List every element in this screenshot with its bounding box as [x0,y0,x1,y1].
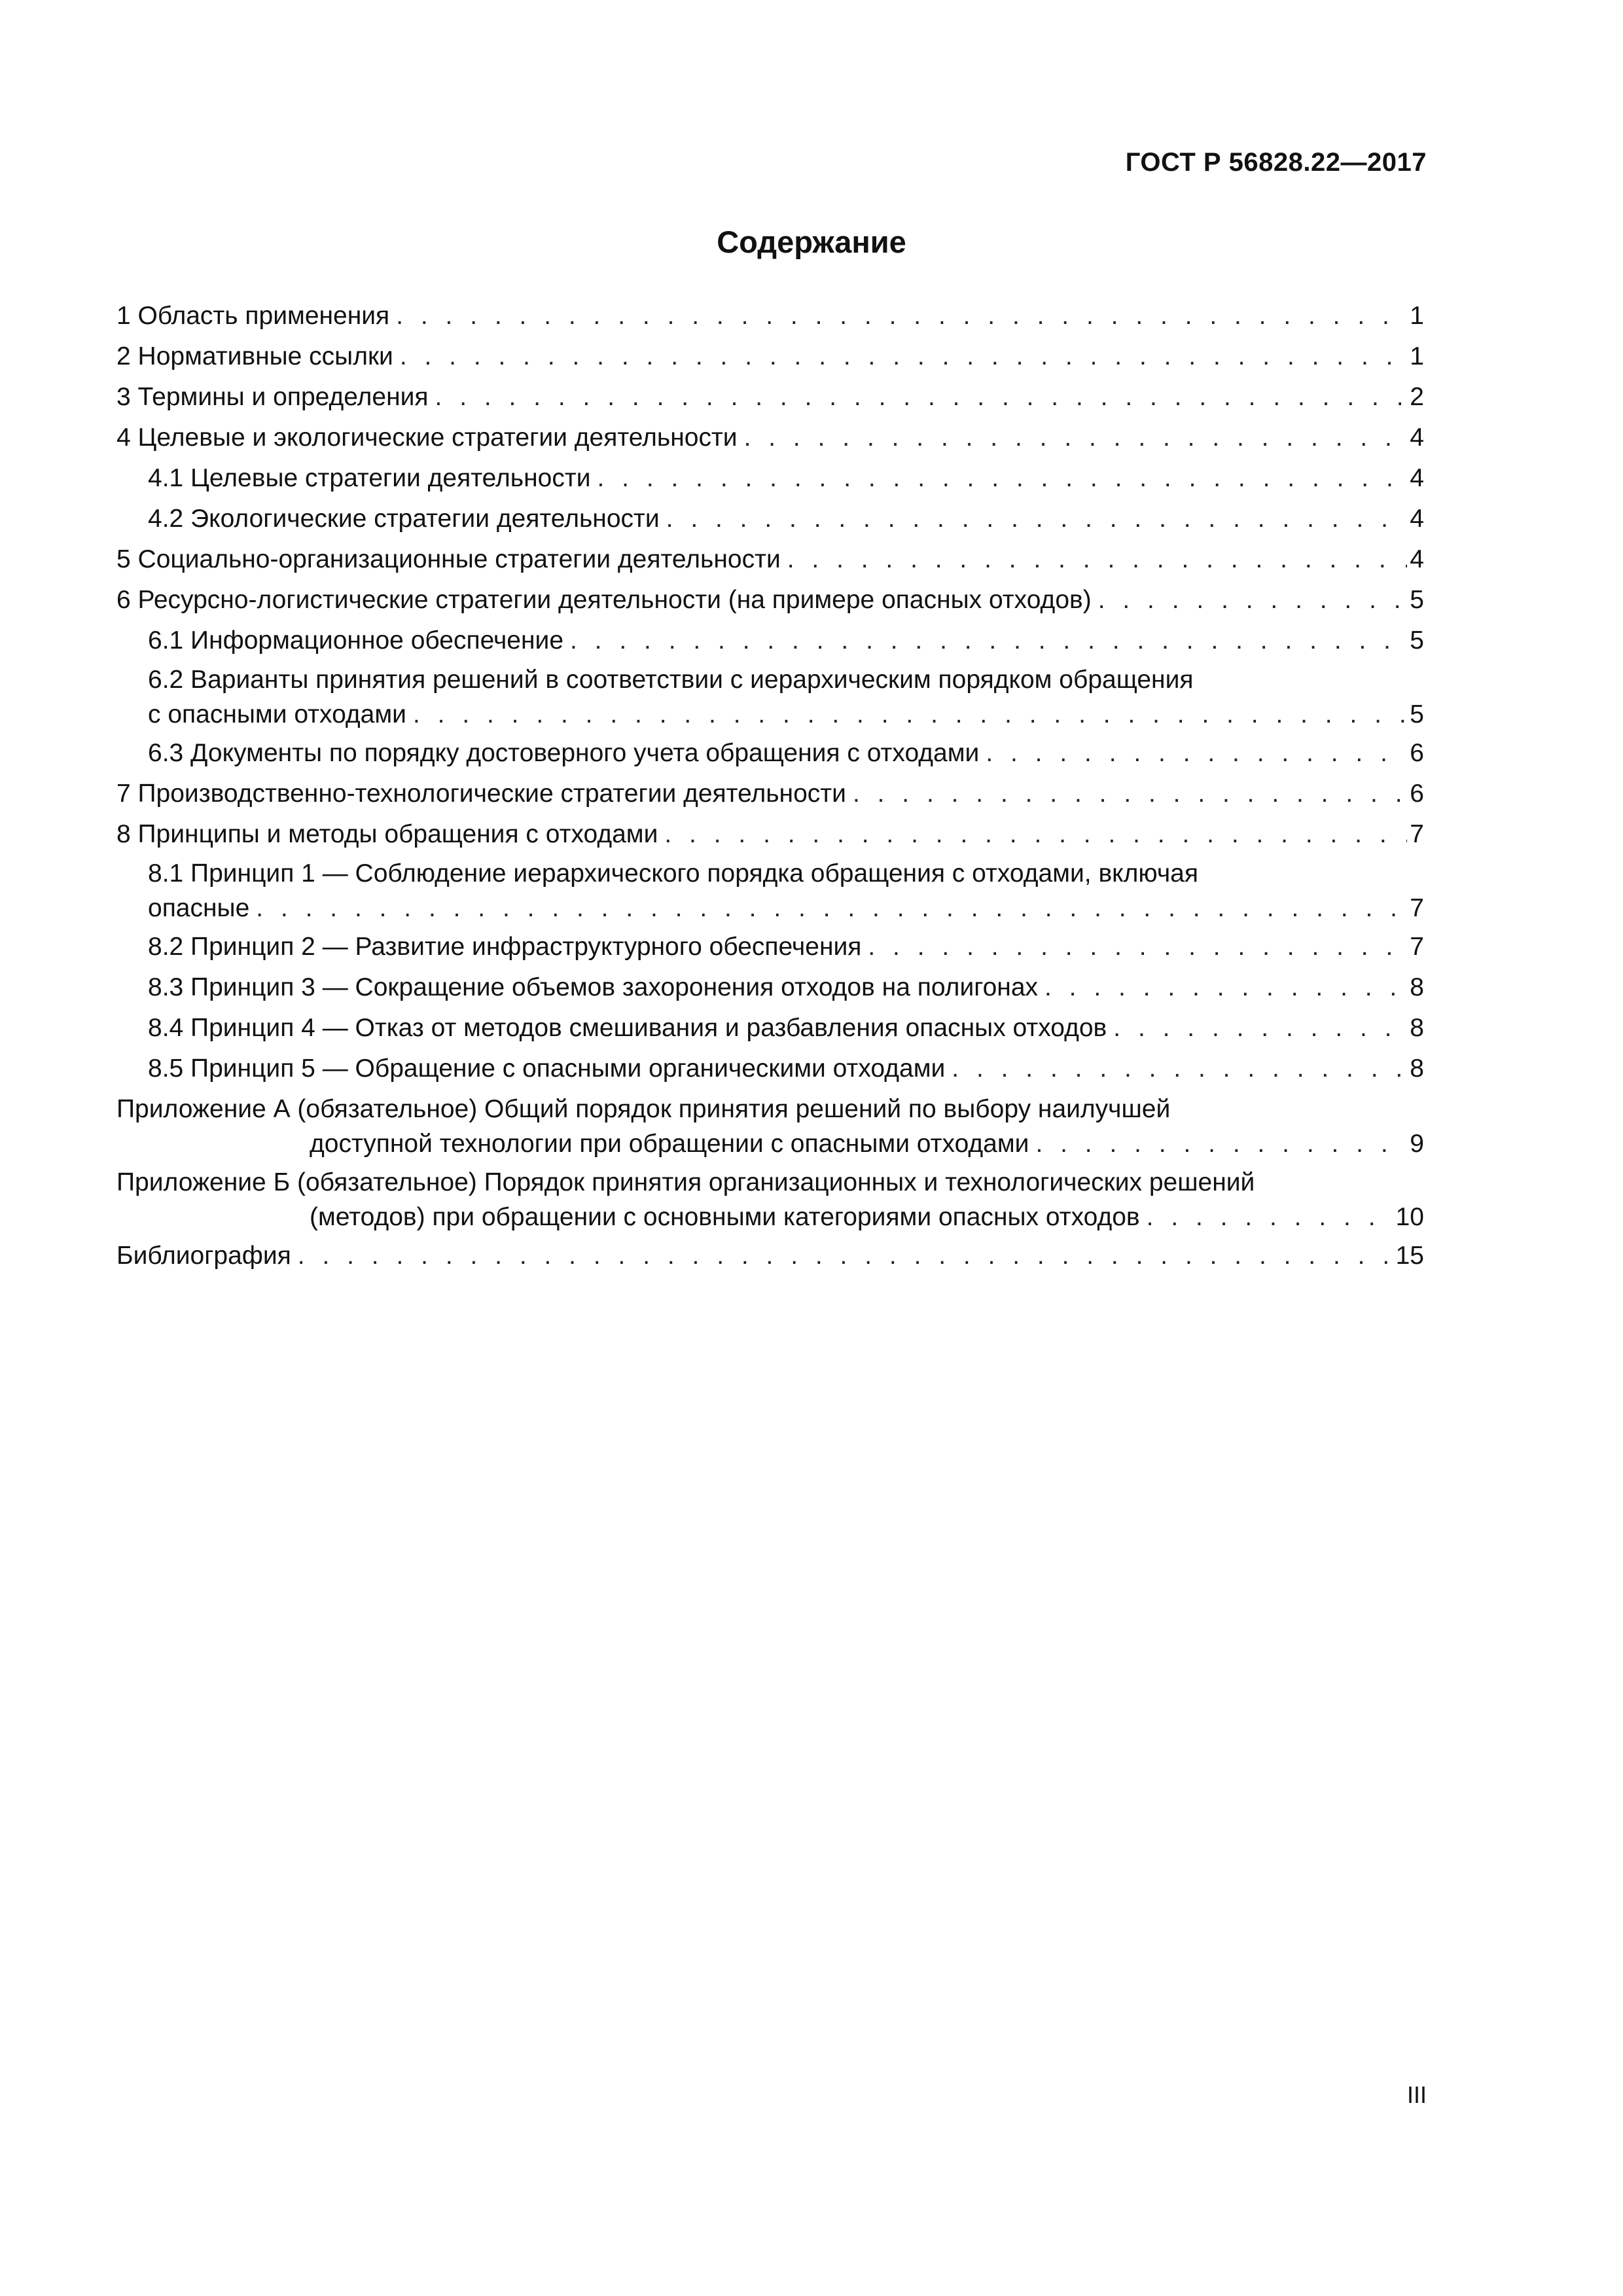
toc-page-number: 5 [1410,626,1424,655]
toc-subentry[interactable] [148,927,1424,967]
dot-leader [1147,1199,1393,1236]
toc-subentry[interactable] [148,1049,1424,1089]
toc-entry-text-continued: (методов) при обращении с основными категориями опасных отходов [310,1203,1140,1231]
dot-leader [396,296,1407,336]
dot-leader [1098,580,1408,620]
toc-entry[interactable] [116,336,1424,377]
toc-entry-text-continued: доступной технологии при обращении с опасными отходами [310,1130,1029,1158]
toc-page-number: 15 [1395,1242,1424,1270]
toc-entry-text: 8.2 Принцип 2 — Развитие инфраструктурного обеспечения [148,933,862,961]
toc-subentry[interactable] [148,1008,1424,1049]
toc-page-number: 1 [1410,302,1424,330]
toc-entry[interactable] [116,814,1424,855]
toc-subentry[interactable] [148,967,1424,1008]
toc-entry-text: Приложение Б (обязательное) Порядок принятия организационных и технологических решений [116,1168,1255,1196]
dot-leader [597,458,1407,499]
dot-leader [570,620,1407,661]
dot-leader [664,814,1407,855]
toc-appendix-a[interactable] [116,1089,1424,1162]
toc-page-number: 8 [1410,1054,1424,1083]
dot-leader [986,733,1407,774]
toc-bibliography[interactable] [116,1236,1424,1276]
toc-entry-text: Приложение А (обязательное) Общий порядок принятия решений по выбору наилучшей [116,1095,1171,1123]
toc-entry[interactable] [116,580,1424,620]
toc-entry-text: 1 Область применения [116,302,390,330]
toc-entry-text: 7 Производственно-технологические стратегии деятельности [116,780,846,808]
toc-entry-text-continued: с опасными отходами [148,700,406,728]
dot-leader [952,1049,1407,1089]
toc-page-number: 4 [1410,505,1424,533]
toc-entry-text: 4 Целевые и экологические стратегии деятельности [116,423,738,452]
toc-entry[interactable] [116,774,1424,814]
toc-subentry[interactable] [148,499,1424,539]
toc-subentry[interactable] [148,733,1424,774]
toc-page-number: 4 [1410,423,1424,452]
toc-subentry[interactable] [148,620,1424,661]
toc-page-number: 9 [1410,1130,1424,1158]
toc-page-number: 6 [1410,780,1424,808]
dot-leader [787,539,1408,580]
dot-leader [400,336,1407,377]
dot-leader [744,418,1408,458]
dot-leader [435,377,1408,418]
toc-entry-text: 4.2 Экологические стратегии деятельности [148,505,660,533]
toc-page-number: 5 [1410,586,1424,614]
toc-entry[interactable] [116,418,1424,458]
toc-entry-text: 6.1 Информационное обеспечение [148,626,564,655]
toc-entry-text: 6 Ресурсно-логистические стратегии деятельности (на примере опасных отходов) [116,586,1092,614]
dot-leader [1113,1008,1407,1049]
toc-page-number: 4 [1410,464,1424,492]
dot-leader [256,890,1407,927]
toc-entry-text: 8.1 Принцип 1 — Соблюдение иерархического порядка обращения с отходами, включая [148,859,1198,888]
toc-subentry[interactable] [148,458,1424,499]
toc-page-number: 1 [1410,342,1424,370]
toc-entry-text: 8 Принципы и методы обращения с отходами [116,820,658,848]
toc-page-number: 7 [1410,820,1424,848]
table-of-contents [116,296,1424,1276]
toc-entry-text: 4.1 Целевые стратегии деятельности [148,464,591,492]
dot-leader [666,499,1408,539]
document-code: ГОСТ Р 56828.22—2017 [1125,148,1427,177]
toc-page-number: 8 [1410,973,1424,1001]
toc-entry-text: 8.5 Принцип 5 — Обращение с опасными органическими отходами [148,1054,946,1083]
toc-page-number: 8 [1410,1014,1424,1042]
toc-entry-text: 8.4 Принцип 4 — Отказ от методов смешивания и разбавления опасных отходов [148,1014,1107,1042]
dot-leader [868,927,1407,967]
toc-page-number: 2 [1410,383,1424,411]
dot-leader [853,774,1407,814]
toc-entry-text: 8.3 Принцип 3 — Сокращение объемов захоронения отходов на полигонах [148,973,1039,1001]
toc-page-number: 6 [1410,739,1424,767]
toc-entry[interactable] [116,377,1424,418]
dot-leader [413,696,1407,733]
dot-leader [1044,967,1407,1008]
toc-title: Содержание [717,224,906,259]
toc-page-number: 10 [1395,1203,1424,1231]
toc-entry-text: 6.2 Варианты принятия решений в соответствии с иерархическим порядком обращения [148,666,1194,694]
toc-entry-text-continued: опасные [148,894,250,922]
toc-subentry[interactable] [148,661,1424,733]
toc-entry-text: Библиография [116,1242,291,1270]
toc-entry-text: 3 Термины и определения [116,383,429,411]
toc-page-number: 7 [1410,894,1424,922]
toc-entry[interactable] [116,539,1424,580]
toc-entry-text: 2 Нормативные ссылки [116,342,393,370]
toc-appendix-b[interactable] [116,1162,1424,1236]
toc-entry-text: 6.3 Документы по порядку достоверного учета обращения с отходами [148,739,980,767]
toc-entry[interactable] [116,296,1424,336]
toc-subentry[interactable] [148,855,1424,927]
toc-page-number: 7 [1410,933,1424,961]
dot-leader [298,1236,1393,1276]
toc-page-number: 5 [1410,700,1424,728]
dot-leader [1035,1126,1407,1162]
page-number: III [1406,2081,1427,2108]
toc-page-number: 4 [1410,545,1424,573]
toc-entry-text: 5 Социально-организационные стратегии деятельности [116,545,781,573]
